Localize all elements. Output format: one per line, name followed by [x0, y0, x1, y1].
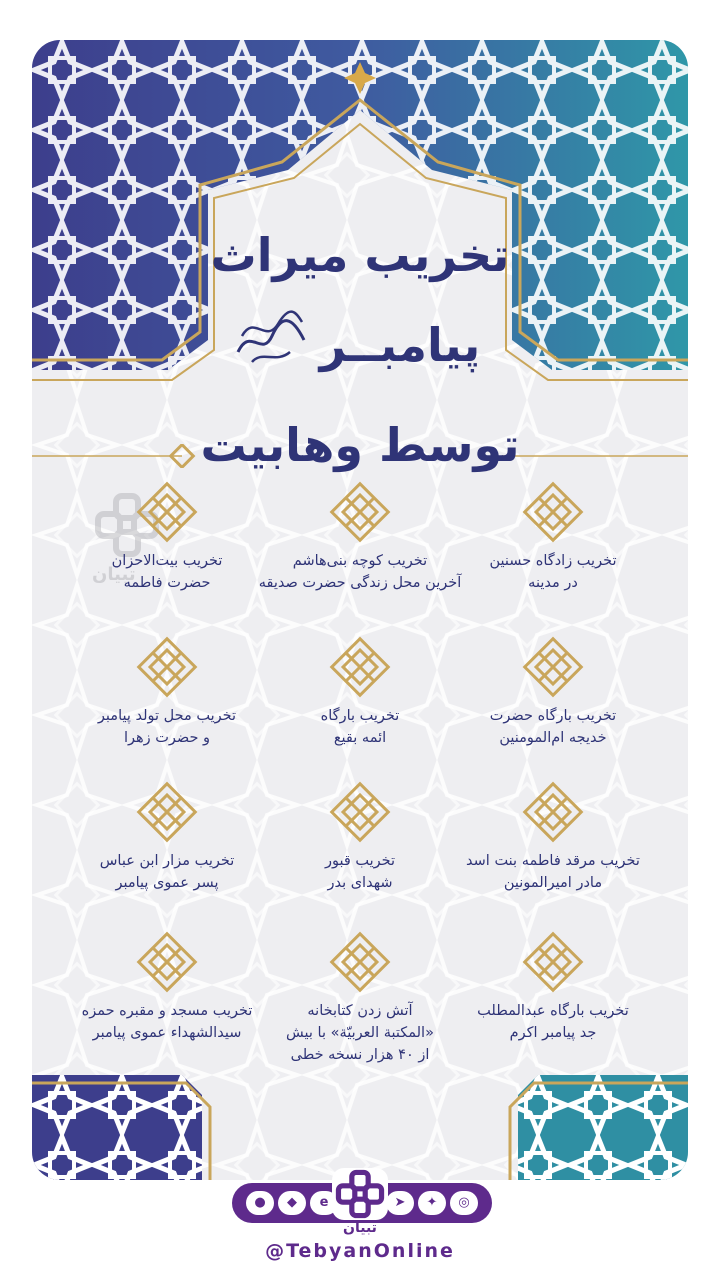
watermark-text: تبیان — [92, 564, 136, 585]
gold-knot-icon — [521, 930, 585, 994]
list-item: تخریب محل تولد پیامبر و حضرت زهرا — [62, 635, 272, 749]
gold-knot-icon — [328, 780, 392, 844]
gold-knot-icon — [521, 480, 585, 544]
poster-card — [32, 40, 688, 1180]
footer-pattern-right — [508, 1075, 688, 1180]
gold-knot-icon — [521, 780, 585, 844]
title-line-1: تخریب میراث — [210, 228, 510, 282]
list-item: تخریب مسجد و مقبره حمزه سیدالشهداء عموی پیامبر — [62, 930, 272, 1044]
list-item: تخریب قبور شهدای بدر — [255, 780, 465, 894]
gold-knot-icon — [328, 930, 392, 994]
gold-knot-icon — [521, 635, 585, 699]
instagram-icon[interactable]: ◎ — [450, 1191, 478, 1215]
title-line-2: پیامبــر — [319, 318, 481, 372]
list-item: تخریب بیت‌الاحزان حضرت فاطمه — [62, 480, 272, 594]
list-item: تخریب مزار ابن عباس پسر عموی پیامبر — [62, 780, 272, 894]
soroush-icon[interactable]: ● — [246, 1191, 274, 1215]
gold-knot-icon — [328, 480, 392, 544]
list-item: تخریب زادگاه حسنین در مدینه — [448, 480, 658, 594]
social-handle[interactable]: @TebyanOnline — [265, 1240, 455, 1262]
rubika-icon[interactable]: ◆ — [278, 1191, 306, 1215]
eitaa-icon[interactable]: e — [310, 1191, 338, 1215]
gold-knot-icon — [135, 635, 199, 699]
gold-knot-icon — [328, 635, 392, 699]
list-item: تخریب بارگاه ائمه بقیع — [255, 635, 465, 749]
telegram-icon[interactable]: ➤ — [386, 1191, 414, 1215]
list-item: تخریب کوچه بنی‌هاشم آخرین محل زندگی حضرت صدیقه — [255, 480, 465, 594]
tebyan-logo-icon — [332, 1168, 388, 1220]
title-line-3: توسط وهابیت — [200, 418, 520, 472]
list-item: تخریب بارگاه حضرت خدیجه ام‌المومنین — [448, 635, 658, 749]
gold-knot-icon — [135, 480, 199, 544]
twitter-icon[interactable]: ✦ — [418, 1191, 446, 1215]
tebyan-logo — [310, 1168, 410, 1228]
list-item: آتش زدن کتابخانه «المکتبة العربیّة» با بیش از ۴۰ هزار نسخه خطی — [255, 930, 465, 1066]
gold-knot-icon — [135, 930, 199, 994]
footer-pattern-left — [32, 1075, 212, 1180]
brand-name: تبیان — [343, 1220, 377, 1236]
list-item: تخریب مرقد فاطمه بنت اسد مادر امیرالمونین — [448, 780, 658, 894]
gold-knot-icon — [135, 780, 199, 844]
salawat-calligraphy-icon — [232, 306, 310, 366]
list-item: تخریب بارگاه عبدالمطلب جد پیامبر اکرم — [448, 930, 658, 1044]
